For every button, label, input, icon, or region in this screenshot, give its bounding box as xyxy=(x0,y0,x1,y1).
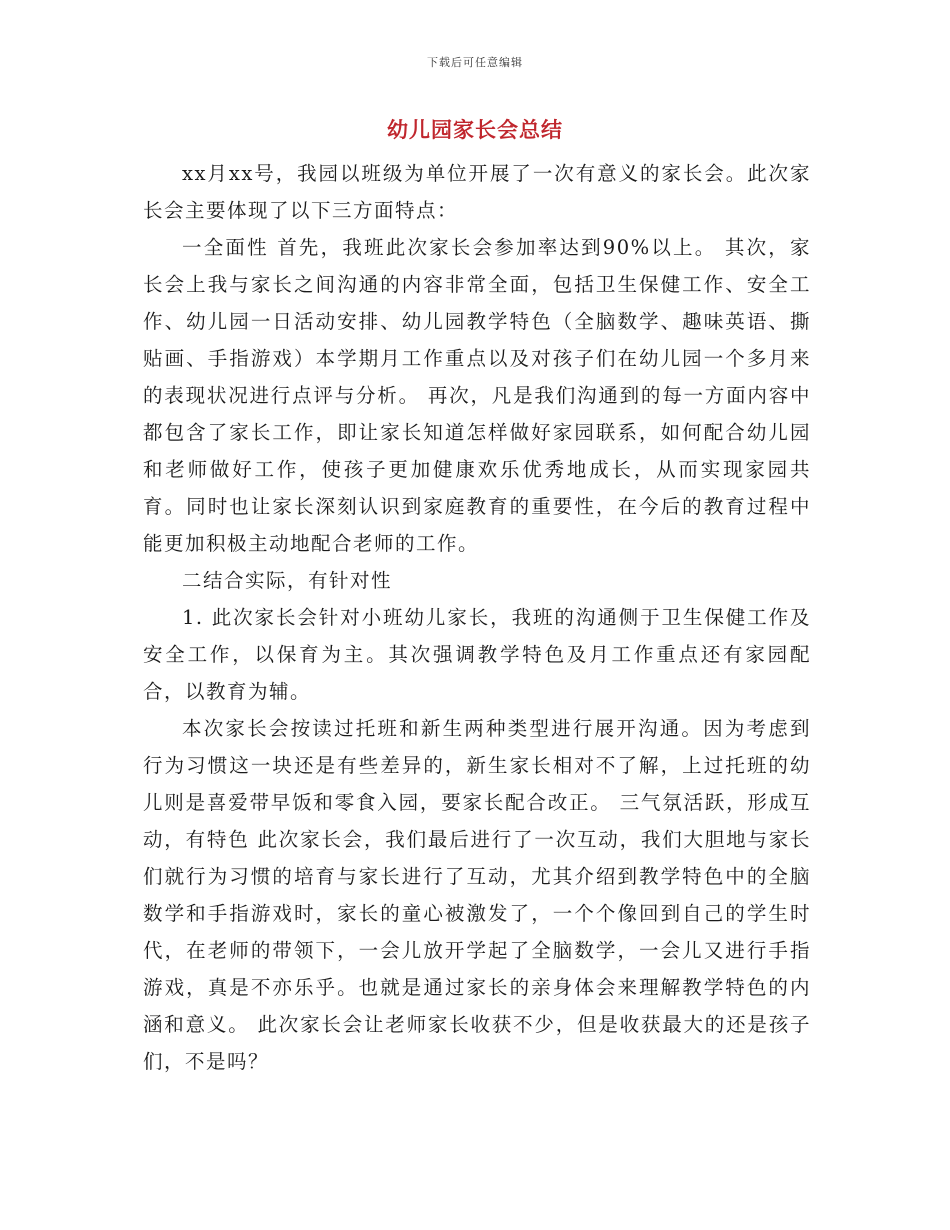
paragraph-point-1: 1. 此次家长会针对小班幼儿家长，我班的沟通侧于卫生保健工作及安全工作，以保育为主。其次强调教学特色及月工作重点还有家园配合，以教育为辅。 xyxy=(143,606,811,703)
paragraph-intro: xx月xx号，我园以班级为单位开展了一次有意义的家长会。此次家长会主要体现了以下三方面特点： xyxy=(143,162,811,222)
paragraph-comprehensive: 一全面性 首先，我班此次家长会参加率达到90%以上。 其次，家长会上我与家长之间沟通的内容非常全面，包括卫生保健工作、安全工作、幼儿园一日活动安排、幼儿园教学特色（全脑数学、趣味英语、撕贴画、手指游戏）本学期月工作重点以及对孩子们在幼儿园一个多月来的表现状况进行点评与分析。 再次，凡是我们沟通到的每一方面内容中都包含了家长工作，即让家长知道怎样做好家园联系，如何配合幼儿园和老师做好工作，使孩子更加健康欢乐优秀地成长，从而实现家园共育。同时也让家长深刻认识到家庭教育的重要性，在今后的教育过程中能更加积极主动地配合老师的工作。 xyxy=(143,236,811,555)
paragraph-heading-practical: 二结合实际，有针对性 xyxy=(182,569,393,592)
paragraph-interaction: 本次家长会按读过托班和新生两种类型进行展开沟通。因为考虑到行为习惯这一块还是有些差异的，新生家长相对不了解，上过托班的幼儿则是喜爱带早饭和零食入园，要家长配合改正。 三气氛活跃，形成互动，有特色 此次家长会，我们最后进行了一次互动，我们大胆地与家长们就行为习惯的培育与家长进行了互动，尤其介绍到教学特色中的全脑数学和手指游戏时，家长的童心被激发了，一个个像回到自己的学生时代，在老师的带领下，一会儿放开学起了全脑数学，一会儿又进行手指游戏，真是不亦乐乎。也就是通过家长的亲身体会来理解教学特色的内涵和意义。 此次家长会让老师家长收获不少，但是收获最大的还是孩子们，不是吗？ xyxy=(143,717,811,1073)
page-header-note: 下载后可任意编辑 xyxy=(427,56,523,69)
document-title: 幼儿园家长会总结 xyxy=(387,117,563,142)
document-body xyxy=(143,155,811,1080)
